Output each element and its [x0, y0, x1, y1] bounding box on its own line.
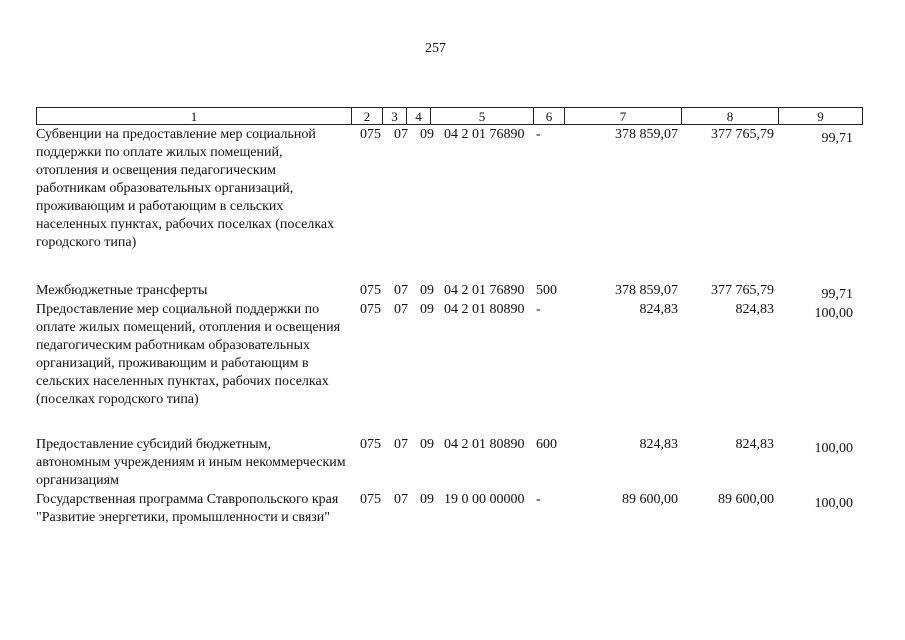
- row-col-5: 04 2 01 80890: [444, 437, 525, 452]
- row-col-8: 377 765,79: [711, 127, 774, 142]
- header-col-1: 1: [36, 107, 352, 125]
- row-col-9: 100,00: [814, 441, 853, 456]
- row-col-9: 100,00: [814, 496, 853, 511]
- row-col-7: 824,83: [639, 302, 678, 317]
- row-col-6: -: [536, 127, 541, 142]
- row-col-5: 04 2 01 80890: [444, 302, 525, 317]
- row-col-9: 99,71: [821, 131, 853, 146]
- header-col-4: 4: [406, 107, 431, 125]
- header-col-9: 9: [778, 107, 863, 125]
- row-col-7: 378 859,07: [615, 127, 678, 142]
- row-col-5: 04 2 01 76890: [444, 127, 525, 142]
- row-col-3: 07: [394, 302, 408, 317]
- row-col-7: 824,83: [639, 437, 678, 452]
- row-col-2: 075: [360, 302, 381, 317]
- row-col-6: 500: [536, 283, 557, 298]
- row-col-2: 075: [360, 127, 381, 142]
- row-col-6: 600: [536, 437, 557, 452]
- header-col-5: 5: [430, 107, 534, 125]
- header-col-2: 2: [351, 107, 383, 125]
- row-col-8: 377 765,79: [711, 283, 774, 298]
- row-col-7: 378 859,07: [615, 283, 678, 298]
- row-name: Межбюджетные трансферты: [36, 283, 208, 298]
- row-name: Предоставление субсидий бюджетным, автономным учреждениям и иным некоммерческим организациям: [36, 437, 346, 488]
- row-col-2: 075: [360, 492, 381, 507]
- row-col-4: 09: [420, 127, 434, 142]
- row-name: Государственная программа Ставропольского края "Развитие энергетики, промышленности и связи": [36, 492, 339, 525]
- row-col-8: 824,83: [735, 302, 774, 317]
- table-header: [36, 107, 863, 125]
- header-col-6: 6: [533, 107, 565, 125]
- row-col-6: -: [536, 492, 541, 507]
- row-col-7: 89 600,00: [622, 492, 678, 507]
- header-col-3: 3: [382, 107, 407, 125]
- header-col-8: 8: [681, 107, 779, 125]
- page-number: 257: [425, 41, 446, 56]
- row-col-4: 09: [420, 283, 434, 298]
- row-col-6: -: [536, 302, 541, 317]
- row-col-8: 824,83: [735, 437, 774, 452]
- row-col-4: 09: [420, 437, 434, 452]
- row-col-5: 19 0 00 00000: [444, 492, 525, 507]
- row-col-8: 89 600,00: [718, 492, 774, 507]
- row-col-9: 99,71: [821, 287, 853, 302]
- row-col-5: 04 2 01 76890: [444, 283, 525, 298]
- row-col-3: 07: [394, 127, 408, 142]
- row-col-2: 075: [360, 437, 381, 452]
- row-col-3: 07: [394, 437, 408, 452]
- row-name: Субвенции на предоставление мер социальной поддержки по оплате жилых помещений, отопления и освещения педагогическим работникам образовательных организаций, проживающим и работающим в сельских населенных пунктах, рабочих поселках (поселках городского типа): [36, 127, 335, 250]
- header-col-7: 7: [564, 107, 682, 125]
- row-col-3: 07: [394, 283, 408, 298]
- row-col-4: 09: [420, 302, 434, 317]
- row-name: Предоставление мер социальной поддержки по оплате жилых помещений, отопления и освещения педагогическим работникам образовательных организаций, проживающим и работающим в сельских населенных пунктах, рабочих поселках (поселках городского типа): [36, 302, 341, 407]
- row-col-4: 09: [420, 492, 434, 507]
- row-col-9: 100,00: [814, 306, 853, 321]
- row-col-2: 075: [360, 283, 381, 298]
- row-col-3: 07: [394, 492, 408, 507]
